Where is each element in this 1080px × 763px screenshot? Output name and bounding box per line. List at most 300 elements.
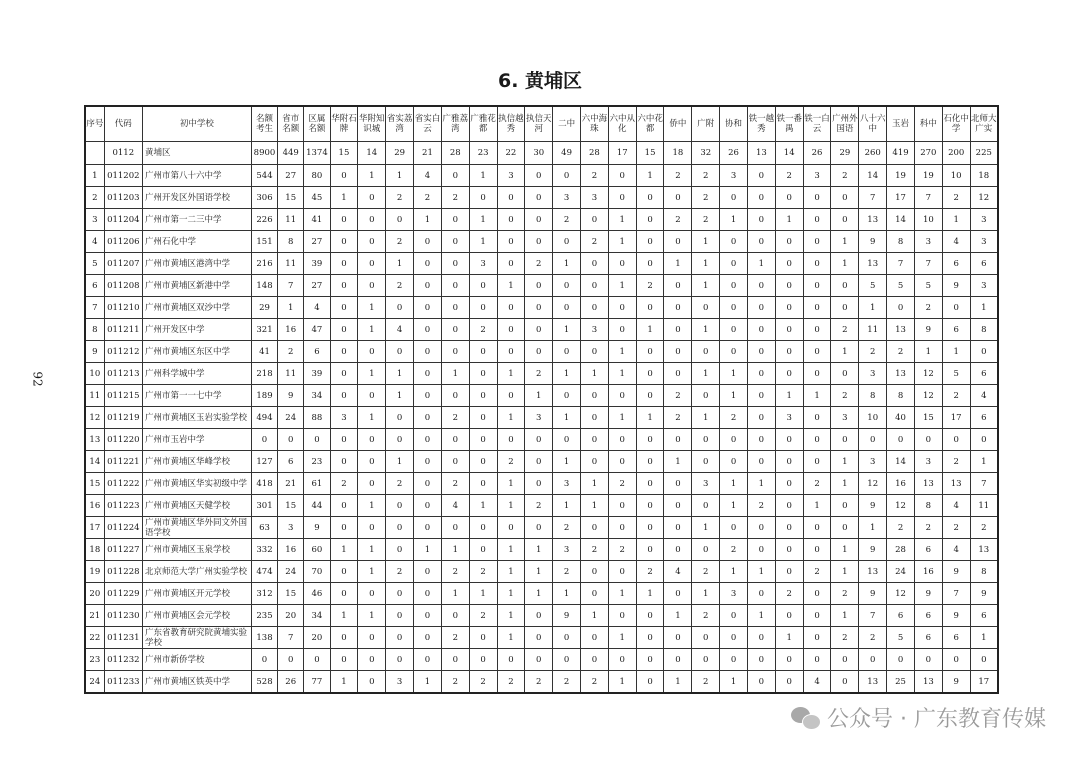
school-name-cell: 广州科学城中学 xyxy=(142,363,251,385)
table-cell: 13 xyxy=(859,253,887,275)
table-cell: 2 xyxy=(775,165,803,187)
table-cell: 0 xyxy=(414,429,442,451)
table-cell: 8 xyxy=(85,319,104,341)
table-cell: 1 xyxy=(581,495,609,517)
table-cell: 3 xyxy=(581,319,609,341)
table-cell: 0 xyxy=(358,385,386,407)
table-cell: 011220 xyxy=(104,429,142,451)
table-cell: 2 xyxy=(525,363,553,385)
school-name-cell: 广州市黄埔区新港中学 xyxy=(142,275,251,297)
column-header: 侨中 xyxy=(664,106,692,142)
table-cell: 0 xyxy=(664,275,692,297)
table-cell: 39 xyxy=(304,363,330,385)
table-cell: 12 xyxy=(887,495,915,517)
table-cell: 0 xyxy=(581,561,609,583)
column-header: 初中学校 xyxy=(142,106,251,142)
table-cell: 2 xyxy=(803,561,831,583)
table-cell: 5 xyxy=(887,275,915,297)
table-cell: 0 xyxy=(469,473,497,495)
table-cell: 0 xyxy=(664,583,692,605)
table-cell: 0 xyxy=(330,341,358,363)
table-row xyxy=(85,473,998,495)
table-cell: 1 xyxy=(803,495,831,517)
table-cell: 2 xyxy=(942,451,970,473)
table-cell: 0 xyxy=(747,627,775,649)
table-cell: 0 xyxy=(469,275,497,297)
table-cell: 24 xyxy=(85,671,104,694)
table-cell: 0 xyxy=(887,649,915,671)
table-cell: 12 xyxy=(859,473,887,495)
table-cell: 0 xyxy=(330,385,358,407)
table-cell: 0 xyxy=(914,429,942,451)
column-header: 协和 xyxy=(720,106,748,142)
school-name-cell: 广州市黄埔区华外同文外国语学校 xyxy=(142,517,251,539)
table-cell: 24 xyxy=(887,561,915,583)
table-cell: 14 xyxy=(859,165,887,187)
school-name-cell: 北京师范大学广州实验学校 xyxy=(142,561,251,583)
table-cell: 0 xyxy=(831,209,859,231)
table-cell: 0 xyxy=(942,649,970,671)
table-cell: 0 xyxy=(775,231,803,253)
column-header: 铁一白云 xyxy=(803,106,831,142)
table-cell: 0 xyxy=(358,341,386,363)
table-cell: 0 xyxy=(386,627,414,649)
header-row xyxy=(85,106,998,142)
table-cell: 3 xyxy=(553,187,581,209)
table-cell: 13 xyxy=(942,473,970,495)
table-cell: 0 xyxy=(664,429,692,451)
table-cell: 1374 xyxy=(304,142,330,165)
table-cell: 0 xyxy=(414,451,442,473)
table-cell: 0 xyxy=(414,495,442,517)
table-cell: 3 xyxy=(914,231,942,253)
table-cell: 0 xyxy=(803,253,831,275)
table-cell: 0 xyxy=(358,187,386,209)
table-cell: 9 xyxy=(942,671,970,694)
table-cell: 2 xyxy=(330,473,358,495)
table-cell: 27 xyxy=(278,165,304,187)
table-cell: 11 xyxy=(278,363,304,385)
table-cell: 0 xyxy=(775,275,803,297)
table-cell: 0 xyxy=(330,561,358,583)
table-cell: 2 xyxy=(553,209,581,231)
table-cell: 0 xyxy=(970,649,998,671)
table-cell: 1 xyxy=(358,165,386,187)
table-cell: 18 xyxy=(970,165,998,187)
table-cell: 2 xyxy=(441,407,469,429)
table-cell: 0 xyxy=(525,473,553,495)
table-cell: 0 xyxy=(775,539,803,561)
table-cell: 0 xyxy=(497,517,525,539)
table-cell: 0 xyxy=(304,429,330,451)
table-cell: 011210 xyxy=(104,297,142,319)
table-cell: 0 xyxy=(970,341,998,363)
table-cell: 0 xyxy=(720,627,748,649)
column-header: 六中从化 xyxy=(608,106,636,142)
table-cell: 2 xyxy=(441,671,469,694)
table-cell: 5 xyxy=(942,363,970,385)
table-cell: 0 xyxy=(497,649,525,671)
table-cell: 0 xyxy=(358,517,386,539)
table-cell: 306 xyxy=(251,187,277,209)
table-cell: 1 xyxy=(553,407,581,429)
table-cell: 1 xyxy=(358,561,386,583)
table-cell: 15 xyxy=(914,407,942,429)
table-cell: 0 xyxy=(831,363,859,385)
table-cell: 1 xyxy=(441,539,469,561)
table-cell: 1 xyxy=(469,209,497,231)
table-cell: 0 xyxy=(608,253,636,275)
column-header: 广雅荔湾 xyxy=(441,106,469,142)
column-header: 铁一番禺 xyxy=(775,106,803,142)
table-cell: 0 xyxy=(720,649,748,671)
table-cell: 0 xyxy=(525,429,553,451)
table-cell: 0 xyxy=(636,451,664,473)
table-cell: 46 xyxy=(304,583,330,605)
table-cell: 0 xyxy=(831,275,859,297)
table-cell: 0 xyxy=(775,649,803,671)
table-cell: 0 xyxy=(608,429,636,451)
table-cell: 0 xyxy=(581,627,609,649)
table-cell: 0 xyxy=(525,319,553,341)
table-cell: 0 xyxy=(330,583,358,605)
table-cell: 0 xyxy=(747,451,775,473)
table-cell: 41 xyxy=(251,341,277,363)
table-cell: 2 xyxy=(942,385,970,407)
table-cell: 260 xyxy=(859,142,887,165)
column-header: 名额考生 xyxy=(251,106,277,142)
table-cell: 0 xyxy=(803,363,831,385)
table-cell: 1 xyxy=(720,561,748,583)
table-cell: 1 xyxy=(525,561,553,583)
table-cell: 148 xyxy=(251,275,277,297)
table-cell: 0 xyxy=(692,539,720,561)
table-cell: 1 xyxy=(497,561,525,583)
column-header: 广雅花都 xyxy=(469,106,497,142)
table-cell: 1 xyxy=(358,319,386,341)
table-cell: 0 xyxy=(441,429,469,451)
table-cell: 27 xyxy=(304,231,330,253)
table-cell: 8 xyxy=(970,319,998,341)
table-cell: 0 xyxy=(525,231,553,253)
table-cell: 1 xyxy=(942,209,970,231)
table-cell: 2 xyxy=(692,165,720,187)
table-cell: 0 xyxy=(330,231,358,253)
table-cell: 0 xyxy=(386,517,414,539)
table-cell: 2 xyxy=(720,539,748,561)
table-cell: 17 xyxy=(85,517,104,539)
table-cell: 15 xyxy=(330,142,358,165)
table-cell: 6 xyxy=(970,253,998,275)
table-cell: 0 xyxy=(251,649,277,671)
table-cell: 13 xyxy=(914,473,942,495)
table-cell: 1 xyxy=(608,341,636,363)
table-cell: 1 xyxy=(970,451,998,473)
table-cell: 011207 xyxy=(104,253,142,275)
table-cell: 45 xyxy=(304,187,330,209)
table-cell: 4 xyxy=(803,671,831,694)
table-cell: 0 xyxy=(775,363,803,385)
table-cell: 0 xyxy=(525,275,553,297)
table-cell: 0 xyxy=(525,627,553,649)
table-cell: 0 xyxy=(469,451,497,473)
table-cell: 2 xyxy=(386,231,414,253)
table-cell: 312 xyxy=(251,583,277,605)
table-cell: 1 xyxy=(441,583,469,605)
table-cell: 218 xyxy=(251,363,277,385)
table-cell: 0 xyxy=(720,341,748,363)
table-cell: 0 xyxy=(608,649,636,671)
table-cell: 0 xyxy=(358,253,386,275)
table-cell: 0 xyxy=(581,517,609,539)
table-cell: 26 xyxy=(278,671,304,694)
table-cell: 011208 xyxy=(104,275,142,297)
table-cell: 1 xyxy=(469,583,497,605)
table-cell: 1 xyxy=(553,495,581,517)
table-cell: 0 xyxy=(553,231,581,253)
table-cell: 1 xyxy=(497,407,525,429)
table-cell: 0 xyxy=(831,429,859,451)
table-cell: 0 xyxy=(525,517,553,539)
page-title: 6. 黄埔区 xyxy=(497,70,583,92)
table-cell: 0 xyxy=(942,429,970,451)
table-cell: 15 xyxy=(636,142,664,165)
table-cell: 1 xyxy=(581,363,609,385)
table-cell: 3 xyxy=(692,473,720,495)
table-cell: 10 xyxy=(859,407,887,429)
table-cell: 6 xyxy=(914,539,942,561)
table-cell: 1 xyxy=(692,319,720,341)
table-cell: 0 xyxy=(775,561,803,583)
column-header: 代码 xyxy=(104,106,142,142)
table-cell: 0 xyxy=(636,671,664,694)
table-cell: 14 xyxy=(358,142,386,165)
table-cell: 4 xyxy=(970,385,998,407)
table-cell: 4 xyxy=(664,561,692,583)
table-cell: 0 xyxy=(747,539,775,561)
table-cell: 011223 xyxy=(104,495,142,517)
table-cell: 5 xyxy=(85,253,104,275)
table-cell: 2 xyxy=(942,517,970,539)
table-cell: 17 xyxy=(970,671,998,694)
table-cell: 1 xyxy=(692,275,720,297)
table-cell: 0 xyxy=(664,473,692,495)
table-cell: 1 xyxy=(692,363,720,385)
table-cell: 9 xyxy=(942,561,970,583)
table-cell: 0 xyxy=(831,649,859,671)
table-cell: 0 xyxy=(358,649,386,671)
table-cell: 0 xyxy=(887,297,915,319)
column-header: 铁一越秀 xyxy=(747,106,775,142)
table-cell: 011213 xyxy=(104,363,142,385)
table-cell: 0 xyxy=(414,341,442,363)
table-cell: 4 xyxy=(441,495,469,517)
table-cell: 0 xyxy=(553,649,581,671)
table-cell: 2 xyxy=(553,671,581,694)
table-cell: 0 xyxy=(358,275,386,297)
table-cell: 0 xyxy=(581,451,609,473)
table-cell: 7 xyxy=(278,275,304,297)
table-cell: 13 xyxy=(887,319,915,341)
table-cell: 1 xyxy=(469,495,497,517)
table-cell: 0 xyxy=(386,605,414,627)
table-cell: 3 xyxy=(970,231,998,253)
watermark xyxy=(791,702,1046,733)
table-cell: 2 xyxy=(636,561,664,583)
table-cell: 6 xyxy=(970,407,998,429)
school-name-cell: 广州市第八十六中学 xyxy=(142,165,251,187)
table-cell: 2 xyxy=(441,561,469,583)
table-cell: 8 xyxy=(914,495,942,517)
table-cell: 44 xyxy=(304,495,330,517)
table-cell: 6 xyxy=(914,605,942,627)
table-cell: 6 xyxy=(85,275,104,297)
table-cell: 0 xyxy=(747,385,775,407)
table-cell: 3 xyxy=(525,407,553,429)
table-cell: 13 xyxy=(859,561,887,583)
table-cell: 8 xyxy=(278,231,304,253)
table-cell: 9 xyxy=(859,495,887,517)
table-cell: 0 xyxy=(581,649,609,671)
table-cell: 1 xyxy=(330,187,358,209)
table-cell: 9 xyxy=(942,275,970,297)
table-cell: 1 xyxy=(775,627,803,649)
table-cell: 3 xyxy=(330,407,358,429)
table-cell: 1 xyxy=(330,539,358,561)
table-cell: 1 xyxy=(636,319,664,341)
table-cell: 1 xyxy=(664,605,692,627)
table-cell: 544 xyxy=(251,165,277,187)
table-cell: 0 xyxy=(553,341,581,363)
table-cell: 4 xyxy=(942,231,970,253)
table-cell: 0 xyxy=(747,319,775,341)
table-cell: 0 xyxy=(330,209,358,231)
table-cell: 9 xyxy=(859,539,887,561)
table-cell: 474 xyxy=(251,561,277,583)
table-cell: 8 xyxy=(887,385,915,407)
table-cell: 0 xyxy=(747,187,775,209)
table-cell: 0 xyxy=(414,407,442,429)
table-cell: 1 xyxy=(497,583,525,605)
table-cell: 1 xyxy=(747,605,775,627)
table-cell: 0 xyxy=(497,253,525,275)
table-cell: 0 xyxy=(720,297,748,319)
table-cell: 34 xyxy=(304,605,330,627)
table-cell: 1 xyxy=(608,583,636,605)
table-cell: 14 xyxy=(887,451,915,473)
table-cell: 332 xyxy=(251,539,277,561)
table-cell: 12 xyxy=(85,407,104,429)
table-row xyxy=(85,165,998,187)
table-cell: 1 xyxy=(525,385,553,407)
table-cell: 0 xyxy=(747,209,775,231)
table-cell: 2 xyxy=(914,297,942,319)
school-name-cell: 广东省教育研究院黄埔实验学校 xyxy=(142,627,251,649)
table-cell: 0 xyxy=(747,341,775,363)
table-cell: 1 xyxy=(469,231,497,253)
table-row xyxy=(85,451,998,473)
table-cell: 0 xyxy=(831,297,859,319)
table-cell: 0 xyxy=(581,583,609,605)
table-cell: 0 xyxy=(775,451,803,473)
table-cell: 12 xyxy=(970,187,998,209)
table-cell: 2 xyxy=(831,583,859,605)
table-cell: 0 xyxy=(803,451,831,473)
table-cell: 1 xyxy=(720,473,748,495)
table-cell: 70 xyxy=(304,561,330,583)
table-cell: 1 xyxy=(386,451,414,473)
table-cell: 0 xyxy=(636,649,664,671)
table-cell: 0 xyxy=(441,231,469,253)
table-cell: 1 xyxy=(914,341,942,363)
table-cell: 011221 xyxy=(104,451,142,473)
table-cell: 0 xyxy=(497,319,525,341)
table-cell: 0 xyxy=(358,583,386,605)
table-cell: 0 xyxy=(664,495,692,517)
table-cell: 3 xyxy=(775,407,803,429)
table-row xyxy=(85,649,998,671)
table-cell: 200 xyxy=(942,142,970,165)
table-cell: 0 xyxy=(330,297,358,319)
table-cell: 0 xyxy=(608,561,636,583)
table-cell: 2 xyxy=(970,517,998,539)
table-cell: 1 xyxy=(497,495,525,517)
table-cell: 1 xyxy=(497,473,525,495)
table-cell: 2 xyxy=(581,165,609,187)
table-cell: 0 xyxy=(636,539,664,561)
school-name-cell: 广州市第一二三中学 xyxy=(142,209,251,231)
table-cell: 2 xyxy=(553,517,581,539)
table-cell: 1 xyxy=(831,473,859,495)
table-cell: 0 xyxy=(304,649,330,671)
table-cell: 14 xyxy=(775,142,803,165)
table-cell: 0 xyxy=(803,297,831,319)
table-cell: 0 xyxy=(330,275,358,297)
table-cell: 0 xyxy=(859,649,887,671)
table-cell: 17 xyxy=(887,187,915,209)
table-cell: 0 xyxy=(692,495,720,517)
table-cell: 2 xyxy=(664,165,692,187)
table-cell: 6 xyxy=(278,451,304,473)
table-cell: 0 xyxy=(330,165,358,187)
table-cell: 24 xyxy=(278,561,304,583)
table-cell: 011222 xyxy=(104,473,142,495)
table-cell: 5 xyxy=(859,275,887,297)
school-name-cell: 广州市黄埔区玉岩实验学校 xyxy=(142,407,251,429)
table-cell: 1 xyxy=(414,671,442,694)
table-cell: 0 xyxy=(414,583,442,605)
table-cell: 225 xyxy=(970,142,998,165)
table-cell: 28 xyxy=(887,539,915,561)
school-name-cell: 广州市黄埔区铁英中学 xyxy=(142,671,251,694)
table-cell: 7 xyxy=(859,605,887,627)
table-cell: 0 xyxy=(441,275,469,297)
table-cell: 2 xyxy=(692,605,720,627)
table-cell: 0 xyxy=(608,297,636,319)
table-cell: 0 xyxy=(441,451,469,473)
table-cell: 0 xyxy=(803,209,831,231)
school-name-cell: 广州市黄埔区东区中学 xyxy=(142,341,251,363)
table-cell: 1 xyxy=(859,517,887,539)
table-cell: 0 xyxy=(803,407,831,429)
table-cell: 0 xyxy=(497,209,525,231)
table-cell: 270 xyxy=(914,142,942,165)
table-cell: 0 xyxy=(747,275,775,297)
table-cell: 0 xyxy=(608,187,636,209)
table-cell: 418 xyxy=(251,473,277,495)
table-cell: 2 xyxy=(664,385,692,407)
table-cell: 0 xyxy=(525,297,553,319)
